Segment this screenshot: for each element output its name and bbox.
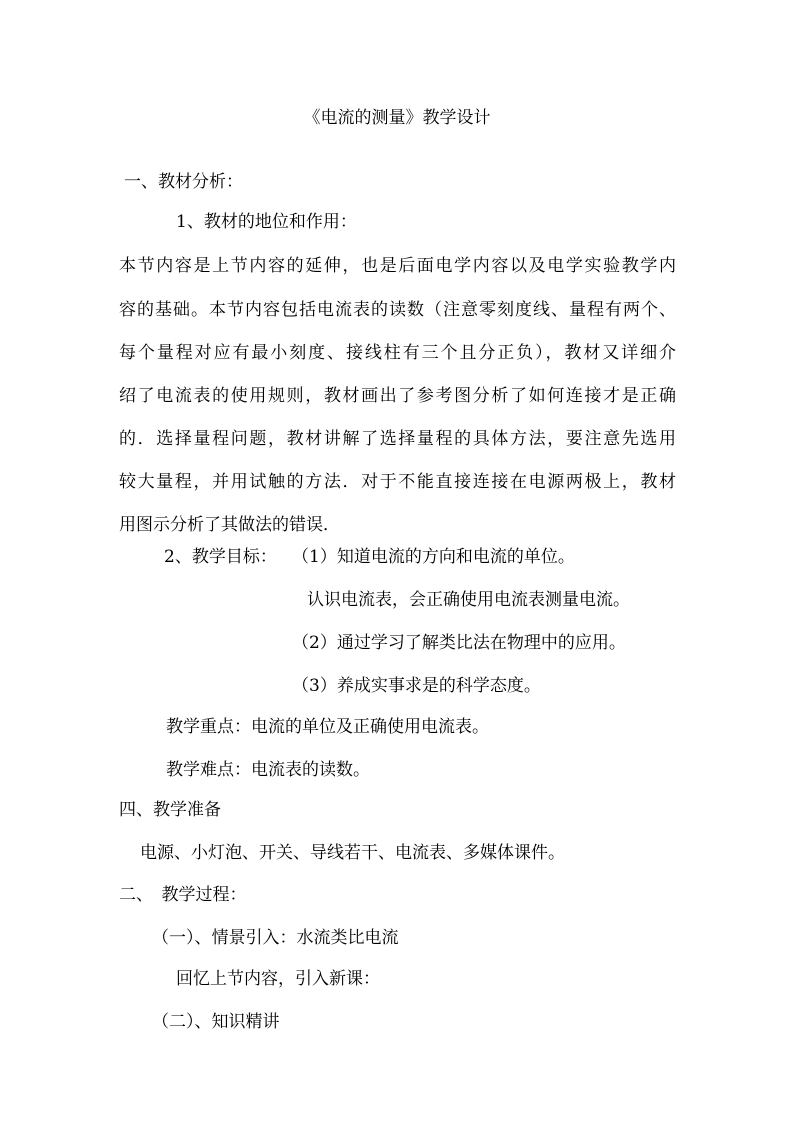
materials-list: 电源、小灯泡、开关、导线若干、电流表、多媒体课件。 [140,843,565,863]
paragraph-line: 本节内容是上节内容的延伸，也是后面电学内容以及电学实验教学内 [119,256,676,276]
paragraph-line: 较大量程，并用试触的方法．对于不能直接连接在电源两极上，教材 [119,472,676,492]
step-knowledge: （二）、知识精讲 [152,1012,280,1032]
step-intro: （一）、情景引入：水流类比电流 [152,928,399,948]
paragraph-line: 的．选择量程问题，教材讲解了选择量程的具体方法，要注意先选用 [119,429,676,449]
document-title: 《电流的测量》教学设计 [303,108,491,128]
subheading-role: 1、教材的地位和作用： [176,212,357,232]
teaching-goals-label: 2、教学目标： [164,547,277,567]
goal-item-1-continued: 认识电流表，会正确使用电流表测量电流。 [307,590,630,610]
goal-item-3: （3）养成实事求是的科学态度。 [292,676,541,696]
goal-item-1: （1）知道电流的方向和电流的单位。 [292,547,575,567]
paragraph-line: 绍了电流表的使用规则，教材画出了参考图分析了如何连接才是正确 [119,386,676,406]
step-intro-detail: 回忆上节内容，引入新课： [176,969,380,989]
section-heading-process: 二、 教学过程： [119,885,247,905]
key-points: 教学重点：电流的单位及正确使用电流表。 [166,717,489,737]
section-heading-textbook-analysis: 一、教材分析： [124,172,243,192]
difficulties: 教学难点：电流表的读数。 [166,760,370,780]
goal-item-2: （2）通过学习了解类比法在物理中的应用。 [292,633,626,653]
paragraph-line: 每个量程对应有最小刻度、接线柱有三个且分正负），教材又详细介 [119,343,676,363]
paragraph-line: 容的基础。本节内容包括电流表的读数（注意零刻度线、量程有两个、 [119,300,676,320]
paragraph-line: 用图示分析了其做法的错误． [119,515,340,535]
section-heading-preparation: 四、教学准备 [119,800,221,820]
